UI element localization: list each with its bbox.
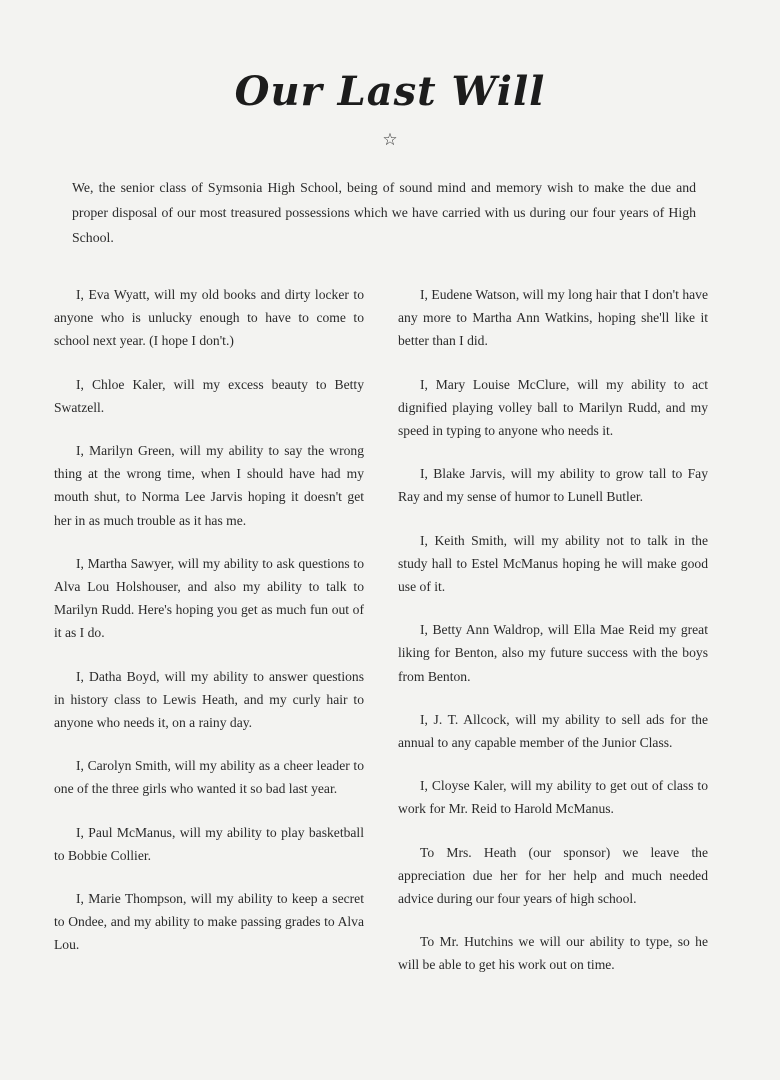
page-title: Our Last Will	[234, 68, 546, 115]
will-paragraph: To Mrs. Heath (our sponsor) we leave the appreciation due her for her help and much needed advice during our four years of high school.	[398, 844, 708, 907]
will-paragraph: To Mr. Hutchins we will our ability to type, so he will be able to get his work out on time.	[398, 934, 708, 973]
will-paragraph: I, Marilyn Green, will my ability to say the wrong thing at the wrong time, when I should have had my mouth shut, to Norma Lee Jarvis hoping it doesn't get her in as much trouble as it has me.	[54, 443, 364, 528]
will-paragraph: I, Blake Jarvis, will my ability to grow tall to Fay Ray and my sense of humor to Lunell Butler.	[398, 466, 708, 505]
will-paragraph: I, Marie Thompson, will my ability to keep a secret to Ondee, and my ability to make passing grades to Alva Lou.	[54, 891, 364, 953]
will-paragraph: I, Keith Smith, will my ability not to talk in the study hall to Estel McManus hoping he will make good use of it.	[398, 532, 708, 595]
will-paragraph: I, J. T. Allcock, will my ability to sell ads for the annual to any capable member of the Junior Class.	[398, 711, 708, 751]
intro-paragraph: We, the senior class of Symsonia High School, being of sound mind and memory wish to make the due and proper disposal of our most treasured possessions which we have carried with us during our four years of High School.	[72, 180, 696, 245]
will-paragraph: I, Datha Boyd, will my ability to answer questions in history class to Lewis Heath, and my curly hair to anyone who needs it, on a rainy day.	[54, 668, 364, 731]
right-column	[398, 283, 708, 997]
will-paragraph: I, Martha Sawyer, will my ability to ask questions to Alva Lou Holshouser, and also my ability to talk to Marilyn Rudd. Here's hoping you get as much fun out of it as I do.	[54, 555, 364, 641]
will-paragraph: I, Eudene Watson, will my long hair that I don't have any more to Martha Ann Watkins, hoping she'll like it better than I did.	[398, 287, 708, 349]
will-paragraph: I, Chloe Kaler, will my excess beauty to Betty Swatzell.	[54, 376, 364, 415]
will-paragraph: I, Betty Ann Waldrop, will Ella Mae Reid my great liking for Benton, also my future success with the boys from Benton.	[398, 622, 708, 684]
will-paragraph: I, Carolyn Smith, will my ability as a cheer leader to one of the three girls who wanted it so bad last year.	[54, 758, 364, 797]
will-paragraph: I, Mary Louise McClure, will my ability to act dignified playing volley ball to Marilyn Rudd, and my speed in typing to anyone who needs it.	[398, 376, 708, 439]
left-column	[54, 283, 364, 977]
will-paragraph: I, Eva Wyatt, will my old books and dirty locker to anyone who is unlucky enough to have to come to school next year. (I hope I don't.)	[54, 287, 364, 349]
star-ornament: ☆	[382, 130, 398, 149]
will-paragraph: I, Cloyse Kaler, will my ability to get out of class to work for Mr. Reid to Harold McManus.	[398, 778, 708, 817]
will-paragraph: I, Paul McManus, will my ability to play basketball to Bobbie Collier.	[54, 824, 364, 863]
